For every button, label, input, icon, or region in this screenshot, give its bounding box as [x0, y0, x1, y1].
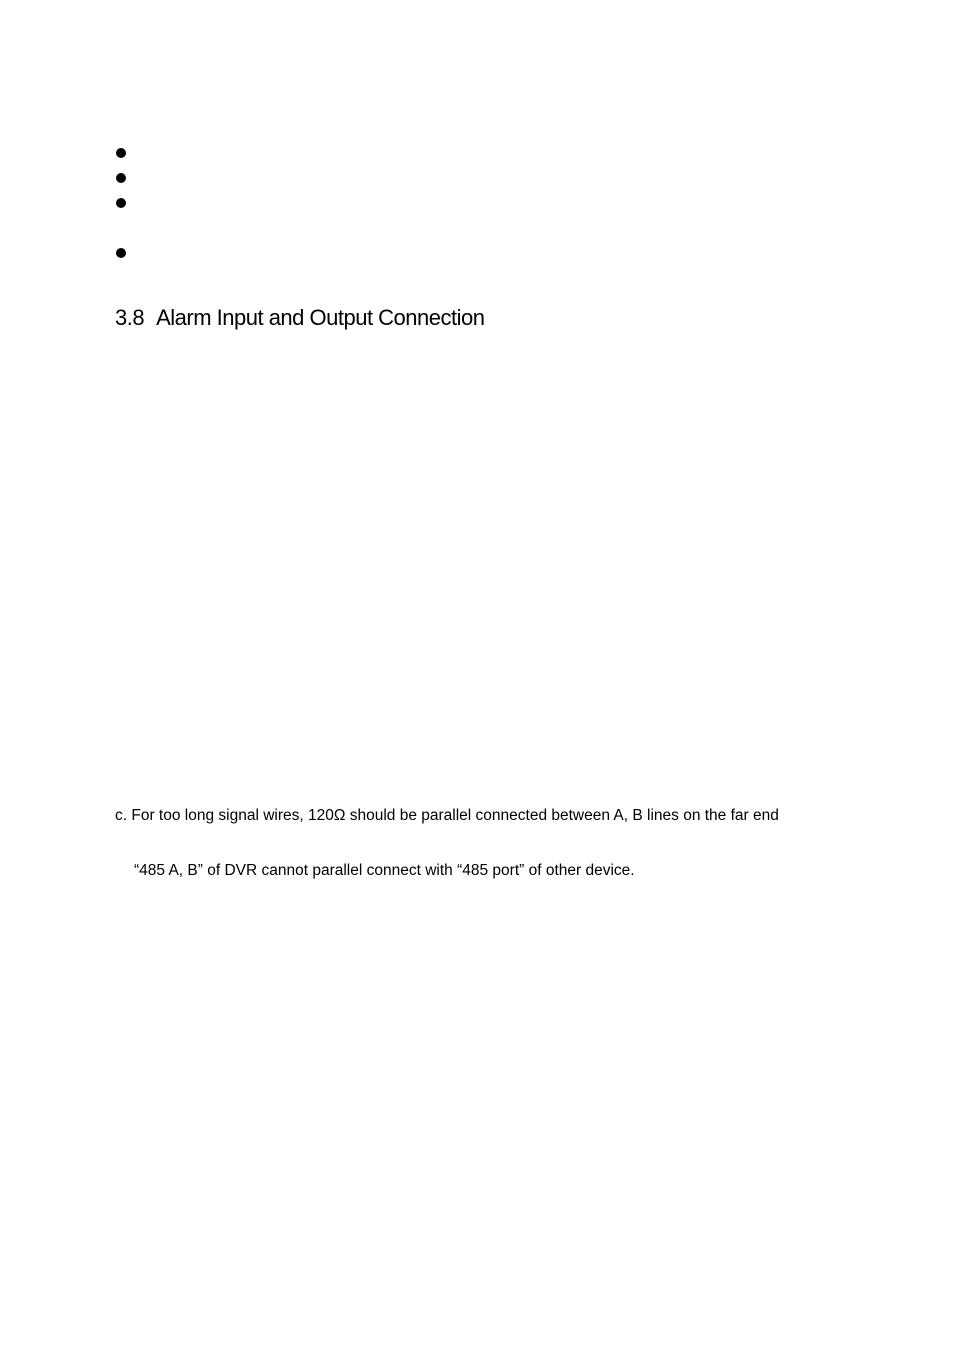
paragraph-485-port: “485 A, B” of DVR cannot parallel connect with “485 port” of other device. [134, 862, 635, 879]
section-heading [115, 304, 484, 332]
bullet-point [116, 148, 126, 158]
section-number: 3.8 [115, 305, 145, 330]
bullet-point [116, 248, 126, 258]
paragraph-signal-wires: c. For too long signal wires, 120Ω should be parallel connected between A, B lines on the far end [115, 807, 779, 824]
bullet-point [116, 198, 126, 208]
bullet-point [116, 173, 126, 183]
section-title: Alarm Input and Output Connection [156, 305, 485, 330]
